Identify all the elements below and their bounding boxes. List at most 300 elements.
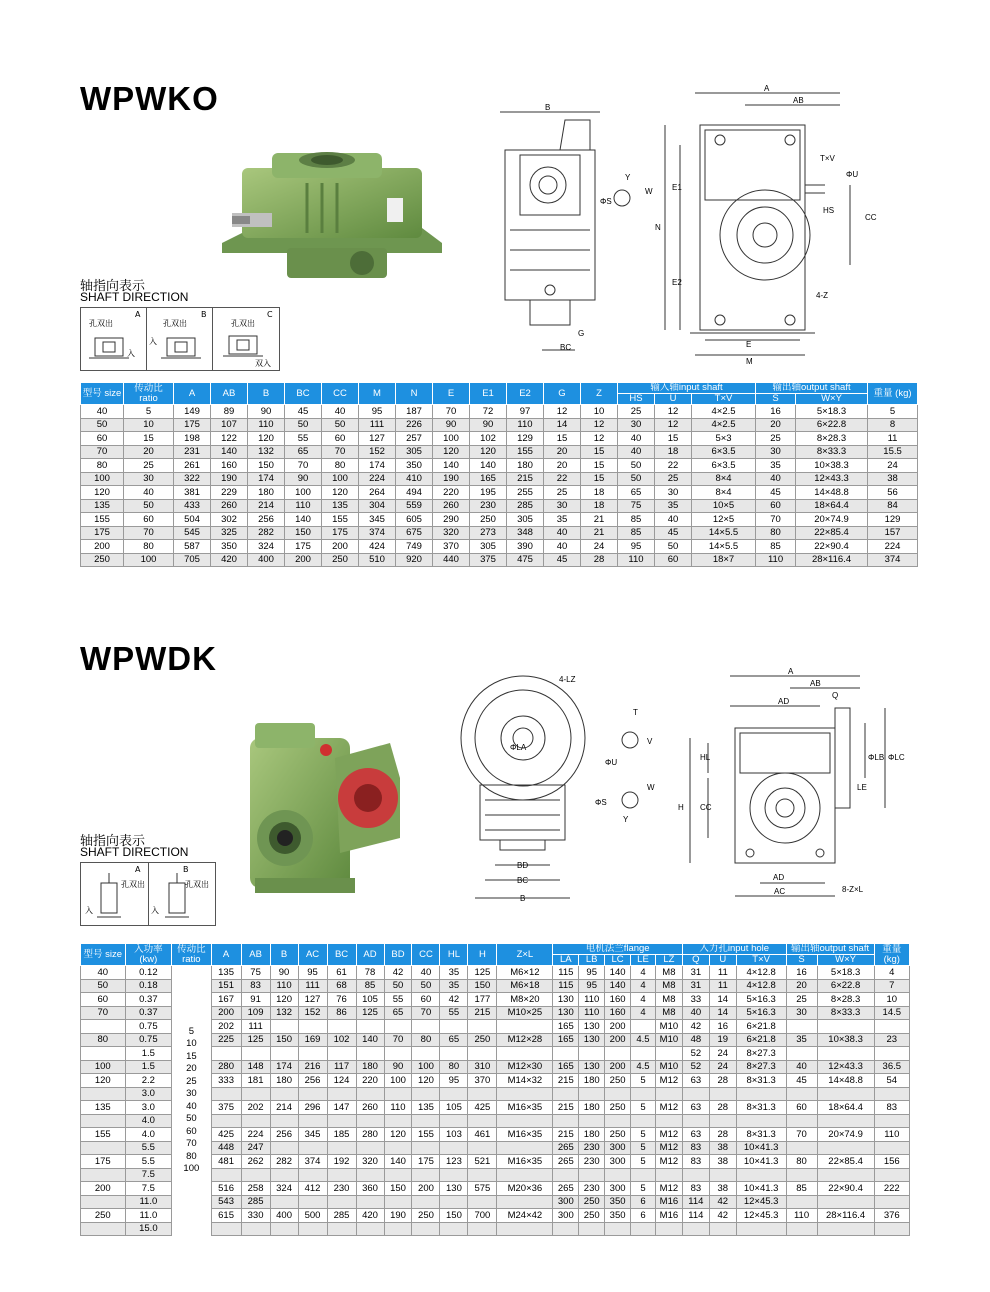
table-cell: 5×3 [692, 432, 756, 446]
table-cell: 38 [868, 472, 918, 486]
dim-label-philc: ΦLC [888, 753, 905, 762]
table-cell: 475 [507, 553, 544, 567]
table-cell [327, 1114, 356, 1128]
table-cell: 0.12 [125, 966, 172, 980]
wpwdk-front-drawing [670, 667, 905, 908]
table-cell: 42 [682, 1020, 709, 1034]
table-cell [874, 1020, 909, 1034]
shaft-direction-en: SHAFT DIRECTION [80, 845, 189, 859]
table-cell: 30 [618, 418, 655, 432]
col-header: 重量 (kg) [868, 383, 918, 405]
table-cell [553, 1114, 579, 1128]
table-cell: 70 [322, 445, 359, 459]
table-row [81, 486, 918, 500]
table-cell [817, 1168, 874, 1182]
table-cell: 15 [581, 459, 618, 473]
table-cell: 300 [605, 1155, 631, 1169]
table-cell: 140 [605, 966, 631, 980]
table-cell: 83 [241, 979, 270, 993]
table-cell [412, 1020, 440, 1034]
table-cell: 375 [470, 553, 507, 567]
table-cell: 230 [579, 1182, 605, 1196]
table-cell: 675 [396, 526, 433, 540]
table-cell: 14×5.5 [692, 540, 756, 554]
table-cell: M16×35 [497, 1101, 553, 1115]
table-cell [298, 1047, 327, 1061]
table-cell: 345 [359, 513, 396, 527]
col-header: LE [631, 955, 656, 966]
table-cell: 310 [468, 1060, 497, 1074]
gearbox-schematic-icon [161, 332, 201, 362]
table-cell: 15.0 [125, 1222, 172, 1236]
table-cell: 200 [605, 1033, 631, 1047]
table-cell: 256 [298, 1074, 327, 1088]
table-cell [817, 1020, 874, 1034]
table-cell [327, 1195, 356, 1209]
table-cell: 8×28.3 [796, 432, 868, 446]
gearbox-schematic-icon [95, 873, 123, 923]
table-cell: 165 [470, 472, 507, 486]
table-cell: 322 [174, 472, 211, 486]
table-cell: 30 [124, 472, 174, 486]
table-cell [817, 1047, 874, 1061]
table-cell: 120 [384, 1128, 412, 1142]
table-cell [298, 1020, 327, 1034]
table-cell: 60 [786, 1101, 817, 1115]
table-cell: 5 [631, 1141, 656, 1155]
table-cell: 100 [433, 432, 470, 446]
table-cell [298, 1222, 327, 1236]
table-cell: 135 [211, 966, 241, 980]
table-cell: 60 [81, 432, 124, 446]
table-cell: 120 [412, 1074, 440, 1088]
table-cell: 115 [553, 979, 579, 993]
table-row [81, 405, 918, 419]
table-cell: 95 [618, 540, 655, 554]
table-cell: 155 [81, 1128, 126, 1142]
direction-box-letter: B [183, 865, 189, 874]
table-cell: 18 [581, 499, 618, 513]
table-cell [356, 1087, 384, 1101]
table-cell: 12 [655, 418, 692, 432]
table-cell: 85 [356, 979, 384, 993]
table-cell: 200 [412, 1182, 440, 1196]
table-cell [440, 1020, 468, 1034]
table-cell: 200 [285, 553, 322, 567]
table-cell: 390 [507, 540, 544, 554]
table-cell [270, 1195, 298, 1209]
table-cell: 605 [396, 513, 433, 527]
dim-label-phiu: ΦU [846, 170, 859, 179]
table-cell: 132 [248, 445, 285, 459]
table-cell: 90 [248, 405, 285, 419]
table-cell: M20×36 [497, 1182, 553, 1196]
table-cell: 110 [786, 1209, 817, 1223]
table-cell [709, 1114, 736, 1128]
table-cell: 4.0 [125, 1128, 172, 1142]
table-cell: 60 [322, 432, 359, 446]
table-cell: 545 [174, 526, 211, 540]
dim-label-philb: ΦLB [868, 753, 885, 762]
table-cell: 375 [211, 1101, 241, 1115]
table-cell: 80 [81, 459, 124, 473]
table-cell: 45 [756, 486, 796, 500]
table-cell: 348 [507, 526, 544, 540]
table-row [81, 553, 918, 567]
table-cell: 500 [298, 1209, 327, 1223]
table-cell [655, 1087, 682, 1101]
col-header: S [756, 394, 796, 405]
table-cell: 80 [124, 540, 174, 554]
table-cell: 90 [433, 418, 470, 432]
table-cell: 40 [544, 540, 581, 554]
table-cell [81, 1047, 126, 1061]
table-cell: 50 [322, 418, 359, 432]
table-cell: 10×38.3 [796, 459, 868, 473]
table-cell: 45 [285, 405, 322, 419]
table-cell: 1.5 [125, 1047, 172, 1061]
table-cell: 230 [327, 1182, 356, 1196]
dim-label-bc: BC [560, 343, 572, 352]
table-cell: 111 [298, 979, 327, 993]
col-header: N [396, 383, 433, 405]
table-cell [786, 1020, 817, 1034]
group-header-input: 入力孔input hole [682, 944, 786, 955]
table-cell [384, 1195, 412, 1209]
table-cell: 16 [756, 405, 796, 419]
table-row [81, 540, 918, 554]
table-cell [270, 1047, 298, 1061]
gearbox-schematic-icon [89, 332, 129, 362]
table-cell: 10×41.3 [736, 1182, 786, 1196]
table-cell [412, 1141, 440, 1155]
gearbox-schematic-icon [223, 330, 263, 360]
wpwdk-side-drawing [455, 670, 685, 910]
table-cell: 24 [868, 459, 918, 473]
table-cell [298, 1114, 327, 1128]
table-cell: 10×41.3 [736, 1141, 786, 1155]
col-header: B [248, 383, 285, 405]
table-row [81, 445, 918, 459]
table-cell: 7.5 [125, 1168, 172, 1182]
table-cell [270, 1222, 298, 1236]
table-cell: 114 [682, 1209, 709, 1223]
table-cell: 5×16.3 [736, 993, 786, 1007]
table-cell: 100 [384, 1074, 412, 1088]
table-cell [384, 1141, 412, 1155]
table-cell: 587 [174, 540, 211, 554]
direction-box-extra: 入 [127, 349, 135, 358]
table-cell: 30 [756, 445, 796, 459]
table-cell: 42 [384, 966, 412, 980]
direction-box-extra: 入 [151, 906, 159, 915]
table-cell: 8×27.3 [736, 1060, 786, 1074]
table-cell: 125 [356, 1006, 384, 1020]
table-cell: 35 [756, 459, 796, 473]
table-cell: 102 [470, 432, 507, 446]
table-cell [211, 1114, 241, 1128]
direction-box-letter: A [135, 865, 141, 874]
table-cell: 76 [327, 993, 356, 1007]
col-header: BD [384, 944, 412, 966]
table-cell: 20 [756, 418, 796, 432]
table-cell: 40 [786, 1060, 817, 1074]
table-cell: 296 [298, 1101, 327, 1115]
table-cell: 28 [709, 1128, 736, 1142]
table-cell: 80 [786, 1155, 817, 1169]
col-header: T×V [736, 955, 786, 966]
table-cell [786, 1141, 817, 1155]
table-cell: 107 [211, 418, 248, 432]
table-cell: 132 [270, 1006, 298, 1020]
col-header: M [359, 383, 396, 405]
table-cell: 22×85.4 [817, 1155, 874, 1169]
table-cell: 410 [396, 472, 433, 486]
table-cell: 265 [553, 1141, 579, 1155]
direction-box-b [146, 307, 214, 371]
wpwko-product-photo [212, 148, 452, 288]
direction-box-letter: C [267, 310, 273, 319]
table-cell [786, 1087, 817, 1101]
table-cell [81, 1195, 126, 1209]
table-cell: 325 [211, 526, 248, 540]
table-cell: 22 [655, 459, 692, 473]
table-cell: M10×25 [497, 1006, 553, 1020]
table-cell: 12×43.3 [817, 1060, 874, 1074]
table-cell [468, 1047, 497, 1061]
table-cell: M12 [655, 1155, 682, 1169]
table-cell: 175 [81, 1155, 126, 1169]
table-cell: 50 [412, 979, 440, 993]
table-cell [384, 1114, 412, 1128]
table-cell [497, 1222, 553, 1236]
table-cell: 215 [468, 1006, 497, 1020]
table-cell [440, 1195, 468, 1209]
table-cell: 35 [544, 513, 581, 527]
col-header: B [270, 944, 298, 966]
ratio-value: 15 [186, 1050, 197, 1062]
table-cell: 224 [359, 472, 396, 486]
table-cell: 0.75 [125, 1033, 172, 1047]
table-cell: 89 [211, 405, 248, 419]
table-cell: 23 [874, 1033, 909, 1047]
table-cell: 75 [241, 966, 270, 980]
col-header: AD [356, 944, 384, 966]
table-cell [682, 1114, 709, 1128]
table-cell [736, 1114, 786, 1128]
table-cell: 5.5 [125, 1141, 172, 1155]
table-cell: 90 [270, 966, 298, 980]
table-cell: 285 [241, 1195, 270, 1209]
table-cell [497, 1020, 553, 1034]
table-cell: 55 [440, 1006, 468, 1020]
col-header: A [174, 383, 211, 405]
table-cell: 360 [356, 1182, 384, 1196]
table-cell: 4.0 [125, 1114, 172, 1128]
table-cell: 5 [631, 1101, 656, 1115]
table-cell: 440 [433, 553, 470, 567]
table-cell: 15 [581, 472, 618, 486]
table-cell [605, 1168, 631, 1182]
table-cell: 200 [605, 1020, 631, 1034]
table-cell: 575 [468, 1182, 497, 1196]
col-header: HS [618, 394, 655, 405]
dim-label-phis: ΦS [600, 197, 612, 206]
wpwdk-table-body [81, 966, 910, 1236]
table-cell: 50 [618, 472, 655, 486]
table-cell: 6×21.8 [736, 1033, 786, 1047]
dim-label-ad-bottom: AD [773, 873, 785, 882]
table-cell [327, 1168, 356, 1182]
table-cell: 250 [605, 1074, 631, 1088]
table-cell [81, 1168, 126, 1182]
group-header-output: 输出轴output shaft [786, 944, 874, 955]
table-cell: 125 [468, 966, 497, 980]
table-cell [497, 1141, 553, 1155]
table-cell: 215 [553, 1128, 579, 1142]
table-cell: 40 [618, 445, 655, 459]
table-cell [874, 1114, 909, 1128]
table-cell: 63 [682, 1101, 709, 1115]
table-cell: 85 [618, 526, 655, 540]
table-cell [356, 1168, 384, 1182]
col-header: 型号 size [81, 944, 126, 966]
table-cell [384, 1020, 412, 1034]
table-cell [579, 1047, 605, 1061]
table-cell: 320 [356, 1155, 384, 1169]
ratio-value: 30 [186, 1088, 197, 1100]
col-header: 传动比 ratio [172, 944, 211, 966]
table-cell: 65 [618, 486, 655, 500]
table-cell: 30 [655, 486, 692, 500]
table-cell: 50 [618, 459, 655, 473]
table-cell: 38 [709, 1155, 736, 1169]
table-row [81, 459, 918, 473]
table-cell [709, 1222, 736, 1236]
table-cell: 140 [285, 513, 322, 527]
table-cell: 224 [868, 540, 918, 554]
table-cell: 140 [356, 1033, 384, 1047]
table-cell: 200 [211, 1006, 241, 1020]
dim-label-a: A [788, 667, 794, 676]
table-cell: 200 [81, 1182, 126, 1196]
table-cell: 12 [544, 405, 581, 419]
table-cell: 14.5 [874, 1006, 909, 1020]
table-cell: 150 [248, 459, 285, 473]
table-cell: 3.0 [125, 1101, 172, 1115]
table-cell: 24 [709, 1060, 736, 1074]
table-cell: 200 [81, 540, 124, 554]
table-cell: 220 [356, 1074, 384, 1088]
table-cell: 165 [553, 1033, 579, 1047]
table-cell: 180 [248, 486, 285, 500]
table-cell: 181 [241, 1074, 270, 1088]
table-cell: 100 [412, 1060, 440, 1074]
col-header: 入功率 (kw) [125, 944, 172, 966]
table-cell: 147 [327, 1101, 356, 1115]
table-cell: 95 [579, 979, 605, 993]
table-cell: 370 [433, 540, 470, 554]
table-cell: 90 [470, 418, 507, 432]
table-cell [786, 1168, 817, 1182]
table-cell: 187 [396, 405, 433, 419]
dim-label-e: E [746, 340, 752, 349]
table-cell: 120 [433, 445, 470, 459]
ratio-value: 70 [186, 1138, 197, 1150]
table-cell: 215 [553, 1101, 579, 1115]
col-header: U [709, 955, 736, 966]
table-cell [81, 1222, 126, 1236]
table-cell: 102 [327, 1033, 356, 1047]
table-cell: 110 [248, 418, 285, 432]
table-cell: 214 [248, 499, 285, 513]
table-cell: 12×45.3 [736, 1209, 786, 1223]
table-cell [605, 1222, 631, 1236]
table-cell: 250 [81, 553, 124, 567]
table-cell: 8×28.3 [817, 993, 874, 1007]
table-cell: 180 [356, 1060, 384, 1074]
table-cell [384, 1087, 412, 1101]
table-cell: 0.37 [125, 993, 172, 1007]
table-cell: 140 [470, 459, 507, 473]
table-cell [817, 1114, 874, 1128]
table-cell: 160 [605, 993, 631, 1007]
dim-label-t: T [633, 708, 638, 717]
table-cell: 169 [298, 1033, 327, 1047]
table-cell: 320 [433, 526, 470, 540]
table-cell: 6×21.8 [736, 1020, 786, 1034]
table-cell [468, 1114, 497, 1128]
table-cell: 130 [553, 993, 579, 1007]
table-cell: 125 [241, 1033, 270, 1047]
table-cell: 20 [544, 459, 581, 473]
wpwko-front-drawing [650, 85, 890, 365]
col-header: Z×L [497, 944, 553, 966]
dim-label-bc: BC [517, 876, 529, 885]
table-cell: 70 [412, 1006, 440, 1020]
table-cell [327, 1141, 356, 1155]
table-cell [874, 1141, 909, 1155]
dim-label-w: W [645, 187, 653, 196]
table-cell: 4×12.8 [736, 979, 786, 993]
table-cell: 190 [211, 472, 248, 486]
table-cell: 25 [618, 405, 655, 419]
table-cell: M8 [655, 966, 682, 980]
table-cell: 300 [553, 1209, 579, 1223]
table-cell: 120 [81, 1074, 126, 1088]
table-cell: 15 [581, 445, 618, 459]
table-cell: 65 [384, 1006, 412, 1020]
table-cell [81, 1087, 126, 1101]
table-cell [497, 1168, 553, 1182]
table-cell: 40 [124, 486, 174, 500]
table-cell [553, 1087, 579, 1101]
table-cell: M8 [655, 979, 682, 993]
table-cell: 84 [868, 499, 918, 513]
table-cell [298, 1168, 327, 1182]
table-cell: 40 [81, 966, 126, 980]
col-header: LA [553, 955, 579, 966]
table-cell [736, 1222, 786, 1236]
table-cell: 80 [81, 1033, 126, 1047]
table-cell: 35 [655, 499, 692, 513]
table-cell: 38 [709, 1141, 736, 1155]
table-cell: 250 [470, 513, 507, 527]
table-cell: 285 [327, 1209, 356, 1223]
dim-label-m: M [746, 357, 753, 366]
table-cell: 4 [631, 993, 656, 1007]
table-cell: 1.5 [125, 1060, 172, 1074]
